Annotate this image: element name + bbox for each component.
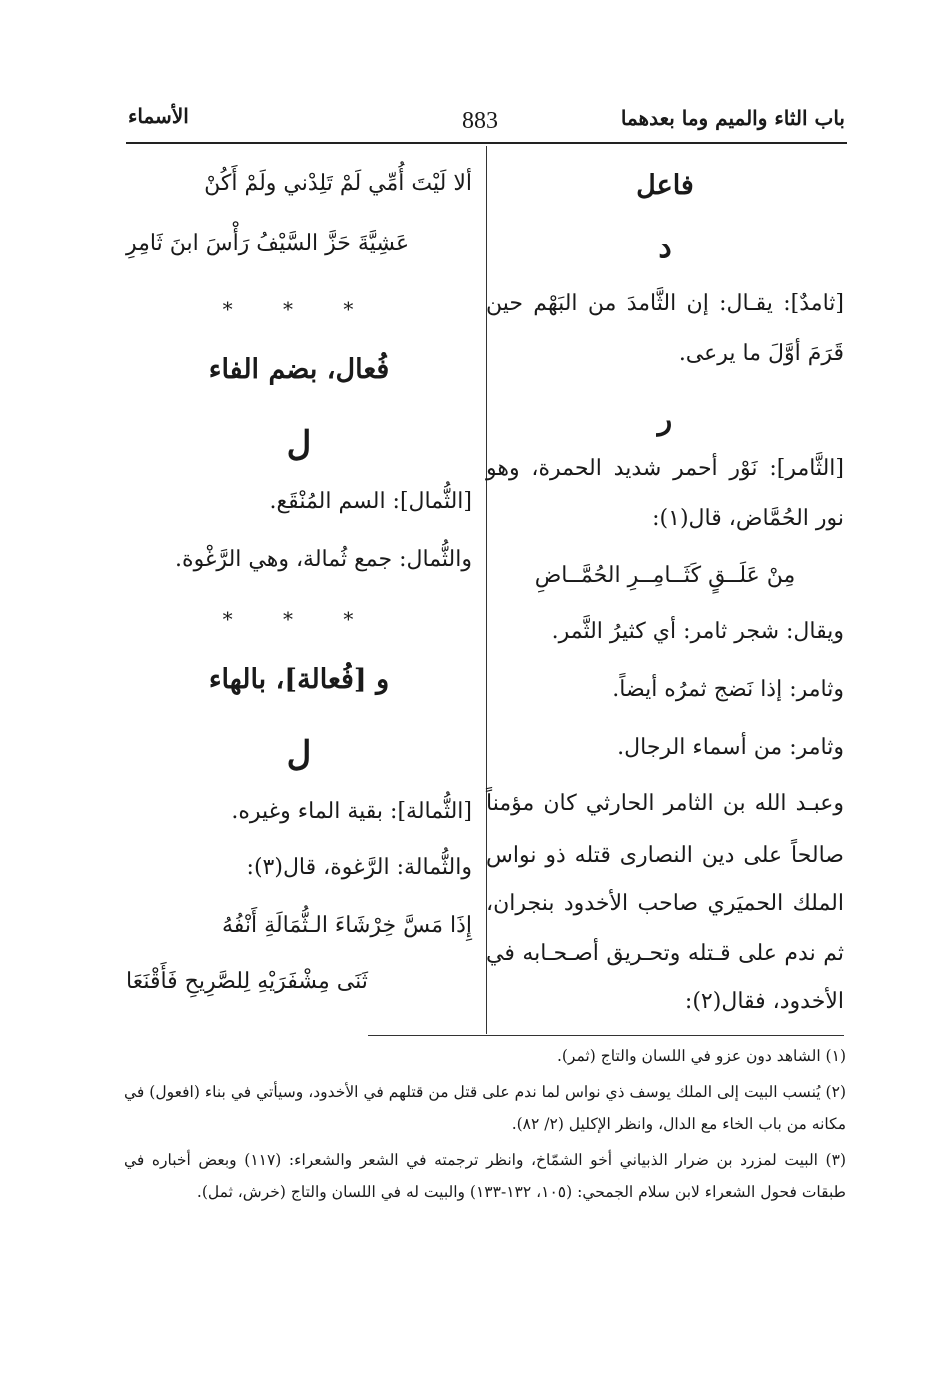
entry-rijal: وثامر: من أسماء الرجال.: [617, 735, 844, 760]
entry-shajar-thamir: ويقال: شجر ثامر: أي كثيرُ الثَّمر.: [551, 619, 844, 644]
verse-khirsha-line1: إِذَا مَسَّ خِرْشَاءَ الـثُّمَالَةِ أَنْفُهُ: [221, 913, 472, 938]
letter-lam: ل: [286, 424, 312, 464]
entry-thamir-line2: نور الحُمَّاض، قال(١):: [652, 506, 844, 531]
entry-thumal-raghwa: والثُّمال: جمع ثُمالة، وهي الرَّغْوة.: [175, 547, 472, 572]
verse-hummad: مِنْ عَلَــقٍ كَثَــامِــرِ الحُمَّــاضِ: [534, 563, 796, 588]
verse-ummi-line2: عَشِيَّةَ حَزَّ السَّيْفُ رَأْسَ ابنَ ثَامِرِ: [126, 231, 410, 256]
letter-dal: د: [658, 230, 672, 265]
entry-thumal-sum: [الثُّمال]: السم المُنْقَع.: [269, 489, 472, 514]
entry-abdullah-line3: الملك الحميَري صاحب الأخدود بنجران،: [486, 891, 844, 916]
header-rule: [126, 142, 847, 144]
entry-thamid-line2: قَرَمَ أوَّلَ ما يرعى.: [678, 341, 844, 366]
entry-thamir-line1: [الثَّامر]: نَوْر أحمر شديد الحمرة، وهو: [486, 456, 844, 481]
separator-stars: * * *: [222, 297, 376, 321]
entry-nadija: وثامر: إذا نَضج ثمرُه أيضاً.: [612, 677, 844, 702]
footnote-3-line2: طبقات فحول الشعراء لابن سلام الجمحي: (١٠٥، ١٣٢-١٣٣) والبيت له في اللسان والتاج (خرش، ثمل).: [196, 1183, 846, 1201]
page-number: 883: [462, 108, 498, 134]
entry-abdullah-line4: ثم ندم على قـتله وتحـريق أصـحـابه في: [486, 941, 844, 966]
letter-lam: ل: [286, 734, 312, 774]
entry-thumala-raghwa: والثُّمالة: الرَّغوة، قال(٣):: [246, 855, 472, 880]
verse-khirsha-line2: ثَنَى مِشْفَرَيْهِ لِلصَّرِيحِ فَأَقْنَعَا: [126, 969, 368, 994]
footnote-rule: [368, 1035, 844, 1036]
entry-abdullah-line1: وعبـد الله بن الثامر الحارثي كان مؤمناً: [486, 791, 844, 816]
entry-abdullah-line5: الأخدود، فقال(٢):: [684, 989, 844, 1014]
heading-fuaala: و [فُعالة]، بالهاء: [208, 664, 390, 695]
footnote-3-line1: (٣) البيت لمزرد بن ضرار الذبياني أخو الشمّاخ، وانظر ترجمته في الشعر والشعراء: (١١٧) وبعض أخباره في: [124, 1151, 846, 1169]
verse-ummi-line1: ألا لَيْتَ أُمِّي لَمْ تَلِدْني ولَمْ أَكُنْ: [204, 171, 472, 196]
entry-abdullah-line2: صالحاً على دين النصارى قتله ذو نواس: [486, 843, 844, 868]
footnote-2-line2: مكانه من باب الخاء مع الدال، وانظر الإكليل (٢/ ٨٢).: [511, 1115, 846, 1133]
running-title-section: الأسماء: [128, 104, 189, 128]
letter-ra: ر: [657, 402, 673, 437]
footnote-2-line1: (٢) يُنسب البيت إلى الملك يوسف ذي نواس لما ندم على قتل من قتلهم في الأخدود، وسيأتي في بناء (افعول) في: [124, 1083, 846, 1101]
entry-thumala-baqiya: [الثُّمالة]: بقية الماء وغيره.: [231, 799, 472, 824]
heading-faail: فاعل: [636, 170, 694, 201]
running-title-chapter: باب الثاء والميم وما بعدهما: [620, 106, 845, 130]
separator-stars: * * *: [222, 607, 376, 631]
entry-thamid-line1: [ثامدٌ]: يقـال: إن الثَّامدَ من البَهْم حين: [486, 291, 844, 316]
footnote-1: (١) الشاهد دون عزو في اللسان والتاج (ثمر).: [556, 1047, 846, 1065]
heading-fuaal: فُعال، بضم الفاء: [208, 354, 390, 385]
